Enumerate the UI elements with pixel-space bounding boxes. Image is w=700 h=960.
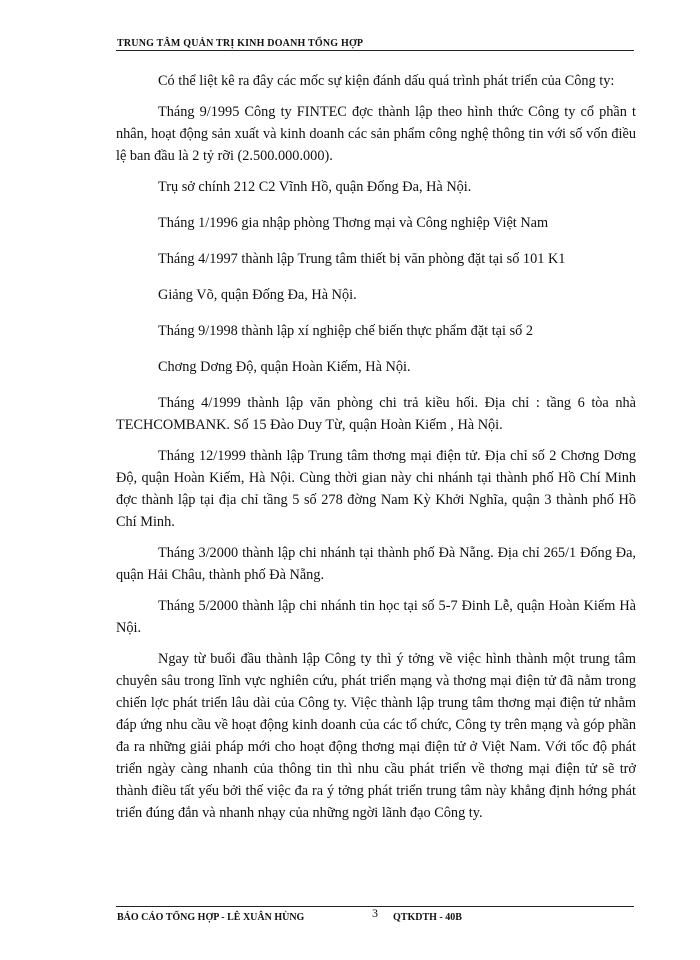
paragraph-1995: Tháng 9/1995 Công ty FINTEC đợc thành lập theo hình thức Công ty cổ phần t nhân, hoạt động sản xuất và kinh doanh các sản phẩm công nghệ thông tin với số vốn điều lệ ban đầu là 2 tỷ rỡi (2.500.000.000). xyxy=(116,104,636,164)
paragraph-intro: Có thể liệt kê ra đây các mốc sự kiện đánh dấu quá trình phát triển của Công ty: xyxy=(158,73,615,89)
paragraph-1997: Tháng 4/1997 thành lập Trung tâm thiết bị văn phòng đặt tại số 101 K1 xyxy=(158,251,566,267)
document-body xyxy=(116,70,636,833)
paragraph-1997-address: Giảng Võ, quận Đống Đa, Hà Nội. xyxy=(158,287,357,303)
paragraph-headquarters: Trụ sở chính 212 C2 Vĩnh Hồ, quận Đống Đa, Hà Nội. xyxy=(158,179,472,195)
paragraph-1999-december: Tháng 12/1999 thành lập Trung tâm thơng mại điện tử. Địa chỉ số 2 Chơng Dơng Độ, quận Hoàn Kiếm, Hà Nội. Cùng thời gian này chi nhánh tại thành phố Hồ Chí Minh đợc thành lập tại địa chỉ tầng 5 số 278 đờng Nam Kỳ Khởi Nghĩa, quận 3 thành phố Hồ Chí Minh. xyxy=(116,448,636,530)
paragraph-1999-april: Tháng 4/1999 thành lập văn phòng chi trả kiều hối. Địa chỉ : tầng 6 tòa nhà TECHCOMBANK. Số 15 Đào Duy Từ, quận Hoàn Kiếm , Hà Nội. xyxy=(116,395,636,433)
paragraph-1998-address: Chơng Dơng Độ, quận Hoàn Kiếm, Hà Nội. xyxy=(158,359,411,375)
header-divider xyxy=(116,50,634,51)
page-number: 3 xyxy=(372,906,378,920)
paragraph-1996: Tháng 1/1996 gia nhập phòng Thơng mại và Công nghiệp Việt Nam xyxy=(158,215,549,231)
footer-report-author: BÁO CÁO TỔNG HỢP - LÊ XUÂN HÙNG xyxy=(117,912,305,923)
footer-class-code: QTKDTH - 40B xyxy=(393,912,462,923)
paragraph-2000-march: Tháng 3/2000 thành lập chi nhánh tại thành phố Đà Nẵng. Địa chỉ 265/1 Đống Đa, quận Hải Châu, thành phố Đà Nẵng. xyxy=(116,545,636,583)
page-header-title: TRUNG TÂM QUẢN TRỊ KINH DOANH TỔNG HỢP xyxy=(117,38,364,49)
paragraph-strategy: Ngay từ buổi đầu thành lập Công ty thì ý tởng về việc hình thành một trung tâm chuyên sâu trong lĩnh vực nghiên cứu, phát triển mạng và thơng mại điện tử đã nằm trong chiến lợc phát triển lâu dài của Công ty. Việc thành lập trung tâm thơng mại điện tử nhằm đáp ứng nhu cầu về hoạt động kinh doanh của các tổ chức, Công ty trên mạng và góp phần đa ra những giải pháp mới cho hoạt động thơng mại điện tử ở Việt Nam. Với tốc độ phát triển ngày càng nhanh của thông tin thì nhu cầu phát triển về thơng mại điện tử sẽ trở thành điều tất yếu bởi thế việc đa ra ý tởng phát triển trung tâm này khẳng định hớng phát triển đúng đắn và nhanh nhạy của những ngời lãnh đạo Công ty. xyxy=(116,651,636,821)
paragraph-2000-may: Tháng 5/2000 thành lập chi nhánh tin học tại số 5-7 Đinh Lễ, quận Hoàn Kiếm Hà Nội. xyxy=(116,598,636,636)
paragraph-1998: Tháng 9/1998 thành lập xí nghiệp chế biến thực phẩm đặt tại số 2 xyxy=(158,323,534,339)
